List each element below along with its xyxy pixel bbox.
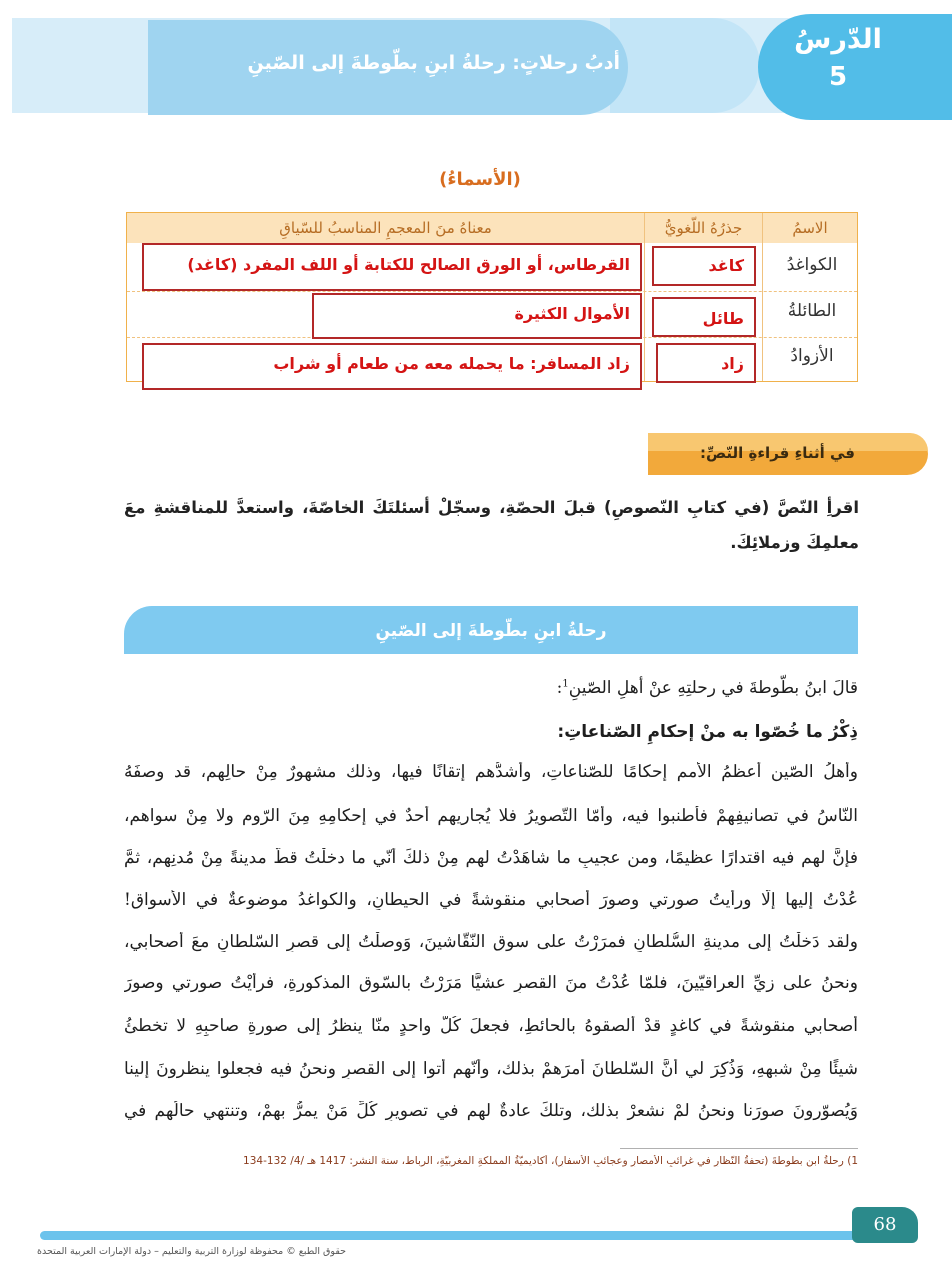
story-line: شيئًا مِنْ شبهِهِ، وَذُكِرَ لي أنَّ السّلطانَ أمرَهمْ بذلك، وأنّهم أتوا إلى القصرِ ونحنُ فيه فجعلوا ينظرونَ إلينا [124,1059,858,1079]
footnote: 1) رحلةُ ابنِ بطّوطةَ (تحفةُ النّظارِ في غرائبِ الأمصارِ وعجائبِ الأسفارِ)، أكاديميّةُ المملكةِ المغربيّةِ، الرباط، سنة النشر: 1417 هـ /4/ 132-134 [243,1155,858,1167]
root-answer-box[interactable]: زاد [656,343,756,383]
story-intro-text: قالَ ابنُ بطّوطةَ في رحلتِهِ عنْ أهلِ الصّينِ [568,678,858,698]
story-line: أصحابي منقوشةً في كاغدٍ قدْ ألصقوهُ بالحائطِ، فجعلَ كُلُّ واحدٍ منّا ينظرُ إلى صورةِ صاحبِهِ لا تخطئُ [124,1016,858,1036]
story-line: وأهلُ الصّينِ أعظمُ الأممِ إحكامًا للصّناعاتِ، وأشدُّهم إتقانًا فيها، وذلك مشهورٌ مِنْ حالِهم، قد وصفَهُ [124,762,858,782]
story-line: وَيُصوّرونَ صورَنا ونحنُ لمْ نشعرْ بذلك، وتلكَ عادةٌ لهم في تصويرِ كُلِّ مَنْ يمرُّ بهمْ، وتنتهي حالُهم في [124,1101,858,1121]
meaning-answer-box[interactable]: الأموال الكثيرة [312,293,642,339]
vocab-section-title: (الأسماءُ) [439,169,521,190]
page-number: 68 [852,1207,918,1243]
story-title: رحلةُ ابنِ بطّوطةَ إلى الصّينِ [375,621,607,641]
vocab-noun: الطائلةُ [787,301,837,321]
story-line: ونحنُ على زيِّ العراقيّينَ، فلمّا عُدْتُ منَ القصرِ عشيًّا مَرَرْتُ بالسّوقِ المذكورةِ، فرأيْتُ صورتي وصورَ [124,973,858,993]
meaning-answer-box[interactable]: زاد المسافر: ما يحمله معه من طعام أو شراب [142,343,642,390]
column-divider [644,213,645,381]
col-header-root: جذرُهُ اللّغويُّ [645,213,762,243]
story-intro: قالَ ابنُ بطّوطةَ في رحلتِهِ عنْ أهلِ الصّينِ$^1$: [556,678,858,698]
footer-bar [40,1231,880,1240]
vocab-noun: الكواغدُ [786,255,838,275]
story-line: فإنَّ لهم فيه اقتدارًا عظيمًا، ومن عجيبِ ما شاهَدْتُ لهم مِنْ ذلكَ أنّي ما دخلْتُ قطُّ مدينةً مِنْ مُدنِهم، ثمَّ [124,848,858,868]
footnote-divider [620,1148,858,1149]
lesson-title: أدبُ رحلاتٍ: رحلةُ ابنِ بطّوطةَ إلى الصّينِ [247,52,620,74]
story-line: عُدْتُ إليها إلّا ورأيتُ صورتي وصورَ أصحابي منقوشةً في الحيطانِ، والكواغدُ موضوعةٌ في الأسواقِ! [124,890,858,910]
col-header-noun: الاسمُ [763,213,857,243]
story-subheading: ذِكْرُ ما خُصّوا به منْ إحكامِ الصّناعاتِ: [557,722,858,742]
footnote-marker: 1 [562,678,569,690]
reading-heading: في أثناءِ قراءةِ النّصِّ: [699,444,855,462]
story-line: ولقد دَخلْتُ إلى مدينةِ السُّلطانِ فمرَرْتُ على سوقِ النّقّاشينَ، وَوصلْتُ إلى قصرِ السّلطانِ معَ أصحابي، [124,932,858,952]
meaning-answer-box[interactable]: القرطاس، أو الورق الصالح للكتابة أو اللف المفرد (كاغد) [142,243,642,291]
lesson-label: الدّرسُ [794,24,882,55]
root-answer-box[interactable]: طائل [652,297,756,337]
story-line: النّاسُ في تصانيفِهِمْ فأطنبوا فيه، وأمّا التّصويرُ فلا يُجاريهم أحدٌ في إحكامِهِ مِنَ الرّومِ ولا مِنْ سواهم، [124,806,858,826]
reading-instruction: اقرأِ النّصَّ (في كتابِ النّصوصِ) قبلَ الحصّةِ، وسجّلْ أسئلتَكَ الخاصّةَ، واستعدَّ للمناقشةِ معَ معلمِكَ وزملائِكَ. [124,498,859,552]
vocab-noun: الأزوادُ [790,346,834,366]
col-header-meaning: معناهُ منَ المعجمِ المناسبُ للسّياقِ [127,213,644,243]
column-divider [762,213,763,381]
header-pill-shade [610,18,760,113]
lesson-number: 5 [828,62,848,92]
root-answer-box[interactable]: كاغد [652,246,756,286]
copyright-notice: حقوق الطبع © محفوظة لوزارة التربية والتعليم – دولة الإمارات العربية المتحدة [37,1246,346,1257]
row-divider [127,291,857,292]
